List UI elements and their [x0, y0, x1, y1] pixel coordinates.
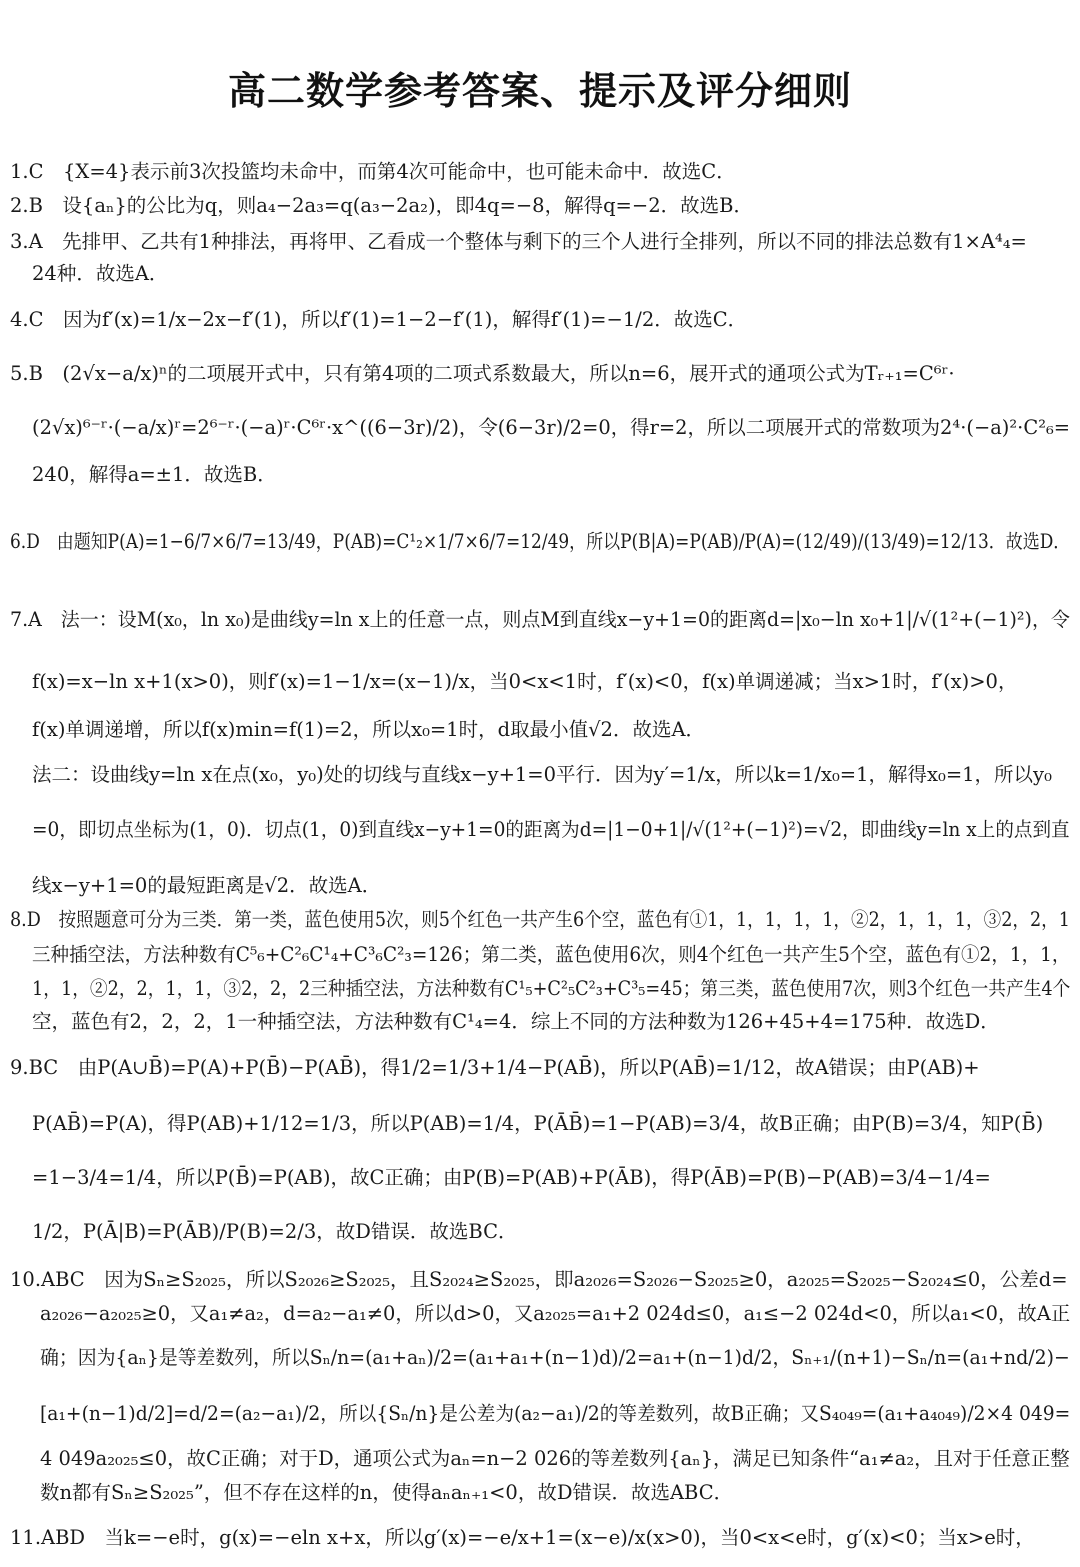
answer-line: 1/2，P(Ā|B)=P(ĀB)/P(B)=2/3，故D错误．故选BC．	[32, 1220, 518, 1243]
answer-line: 2.B 设{aₙ}的公比为q，则a₄−2a₃=q(a₃−2a₂)，即4q=−8，解得q=−2．故选B．	[10, 194, 753, 217]
answer-line: 数n都有Sₙ≥S₂₀₂₅”，但不存在这样的n，使得aₙaₙ₊₁<0，故D错误．故选ABC．	[40, 1481, 734, 1504]
answer-line: =0，即切点坐标为(1，0)．切点(1，0)到直线x−y+1=0的距离为d=|1−0+1|/√(1²+(−1)²)=√2，即曲线y=ln x上的点到直	[32, 818, 1070, 841]
answer-line: 9.BC 由P(A∪B̄)=P(A)+P(B̄)−P(AB̄)，得1/2=1/3+1/4−P(AB̄)，所以P(AB̄)=1/12，故A错误；由P(AB)+	[10, 1056, 980, 1079]
answer-line: f(x)=x−ln x+1(x>0)，则f′(x)=1−1/x=(x−1)/x，当0<x<1时，f′(x)<0，f(x)单调递减；当x>1时，f′(x)>0，	[32, 670, 1018, 693]
answer-line: 5.B (2√x−a/x)ⁿ的二项展开式中，只有第4项的二项式系数最大，所以n=6，展开式的通项公式为Tᵣ₊₁=C⁶ʳ·	[10, 362, 955, 385]
answer-line: 240，解得a=±1．故选B．	[32, 463, 277, 486]
answer-line: 3.A 先排甲、乙共有1种排法，再将甲、乙看成一个整体与剩下的三个人进行全排列，所以不同的排法总数有1×A⁴₄=	[10, 230, 1027, 253]
answer-line: 1，1，②2，2，1，1，③2，2，2三种插空法，方法种数有C¹₅+C²₅C²₃+C³₅=45；第三类，蓝色使用7次，则3个红色一共产生4个	[32, 977, 1071, 1000]
answer-line: [a₁+(n−1)d/2]=d/2=(a₂−a₁)/2，所以{Sₙ/n}是公差为(a₂−a₁)/2的等差数列，故B正确；又S₄₀₄₉=(a₁+a₄₀₄₉)/2×4 049=	[40, 1402, 1071, 1425]
answer-line: =1−3/4=1/4，所以P(B̄)=P(AB)，故C正确；由P(B)=P(AB)+P(ĀB)，得P(ĀB)=P(B)−P(AB)=3/4−1/4=	[32, 1166, 991, 1189]
document-title: 高二数学参考答案、提示及评分细则	[227, 69, 852, 113]
answer-line: 法二：设曲线y=ln x在点(x₀，y₀)处的切线与直线x−y+1=0平行．因为y′=1/x，所以k=1/x₀=1，解得x₀=1，所以y₀	[32, 763, 1052, 786]
answer-line: 7.A 法一：设M(x₀，ln x₀)是曲线y=ln x上的任意一点，则点M到直线x−y+1=0的距离d=|x₀−ln x₀+1|/√(1²+(−1)²)，令	[10, 608, 1070, 631]
answer-line: 24种．故选A．	[32, 262, 169, 285]
answer-line: 空，蓝色有2，2，2，1一种插空法，方法种数有C¹₄=4．综上不同的方法种数为126+45+4=175种．故选D．	[32, 1010, 1000, 1033]
answer-line: a₂₀₂₆−a₂₀₂₅≥0，又a₁≠a₂，d=a₂−a₁≠0，所以d>0，又a₂₀₂₅=a₁+2 024d≤0，a₁≤−2 024d<0，所以a₁<0，故A正	[40, 1302, 1071, 1325]
answer-line: 11.ABD 当k=−e时，g(x)=−eln x+x，所以g′(x)=−e/x+1=(x−e)/x(x>0)，当0<x<e时，g′(x)<0；当x>e时，	[10, 1526, 1035, 1549]
answer-line: 10.ABC 因为Sₙ≥S₂₀₂₅，所以S₂₀₂₆≥S₂₀₂₅，且S₂₀₂₄≥S₂₀₂₅，即a₂₀₂₆=S₂₀₂₆−S₂₀₂₅≥0，a₂₀₂₅=S₂₀₂₅−S₂₀₂₄≤0，公差d=	[10, 1268, 1068, 1291]
answer-line: 线x−y+1=0的最短距离是√2．故选A．	[32, 874, 382, 897]
answer-line: 4.C 因为f′(x)=1/x−2x−f′(1)，所以f′(1)=1−2−f′(1)，解得f′(1)=−1/2．故选C．	[10, 308, 748, 331]
answer-line: 三种插空法，方法种数有C⁵₆+C²₆C¹₄+C³₆C²₃=126；第二类，蓝色使用6次，则4个红色一共产生5个空，蓝色有①2，1，1，	[32, 943, 1071, 966]
answer-line: 4 049a₂₀₂₅≤0，故C正确；对于D，通项公式为aₙ=n−2 026的等差数列{aₙ}，满足已知条件“a₁≠a₂，且对于任意正整	[40, 1447, 1070, 1470]
answer-line: P(AB̄)=P(A)，得P(AB)+1/12=1/3，所以P(AB)=1/4，P(ĀB̄)=1−P(AB)=3/4，故B正确；由P(B)=3/4，知P(B̄)	[32, 1112, 1044, 1135]
answer-line: (2√x)⁶⁻ʳ·(−a/x)ʳ=2⁶⁻ʳ·(−a)ʳ·C⁶ʳ·x^((6−3r)/2)，令(6−3r)/2=0，得r=2，所以二项展开式的常数项为2⁴·(−a)²·C²₆=	[32, 416, 1071, 439]
answer-line: 6.D 由题知P(A)=1−6/7×6/7=13/49，P(AB)=C¹₂×1/7×6/7=12/49，所以P(B|A)=P(AB)/P(A)=(12/49)/(13/49)=12/13．故选D．	[10, 530, 1071, 553]
answer-line: 8.D 按照题意可分为三类．第一类，蓝色使用5次，则5个红色一共产生6个空，蓝色有①1，1，1，1，1，②2，1，1，1，③2，2，1	[10, 908, 1070, 931]
answer-line: 确；因为{aₙ}是等差数列，所以Sₙ/n=(a₁+aₙ)/2=(a₁+a₁+(n−1)d)/2=a₁+(n−1)d/2，Sₙ₊₁/(n+1)−Sₙ/n=(a₁+nd/2)−	[40, 1346, 1070, 1369]
answer-line: 1.C {X=4}表示前3次投篮均未命中，而第4次可能命中，也可能未命中．故选C．	[10, 160, 736, 183]
answer-line: f(x)单调递增，所以f(x)min=f(1)=2，所以x₀=1时，d取最小值√2．故选A．	[32, 718, 706, 741]
